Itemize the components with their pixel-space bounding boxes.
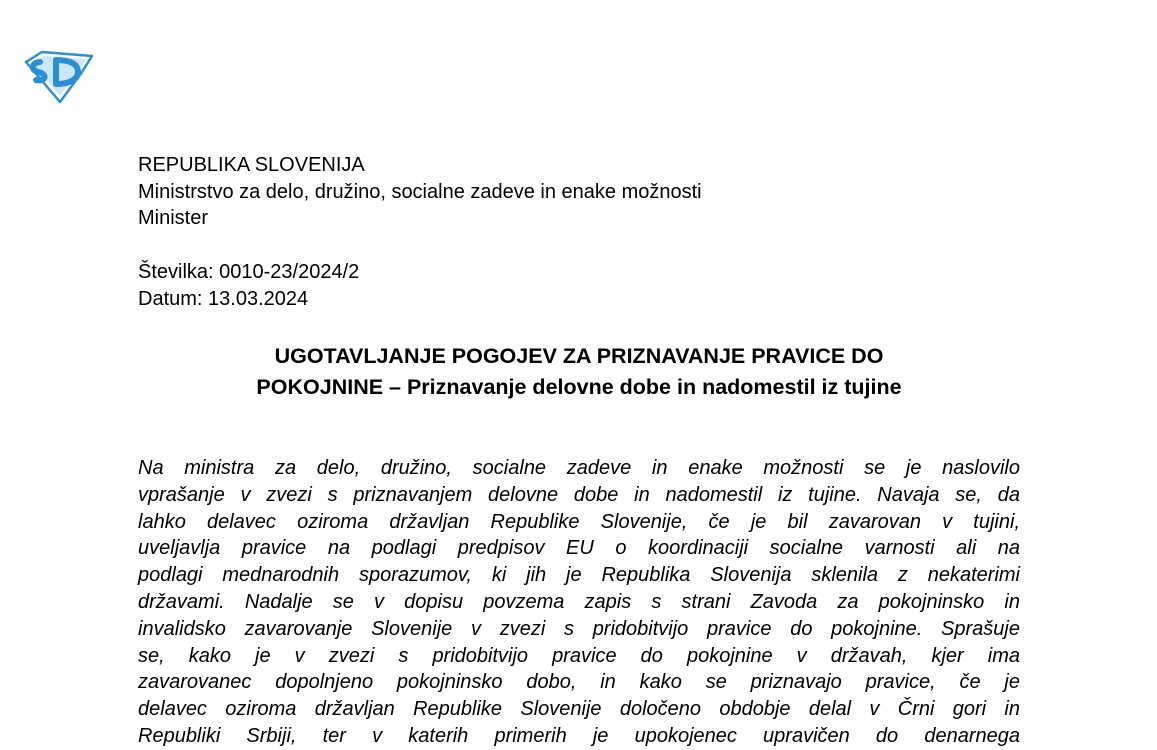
body-line: zavarovanec dopolnjeno pokojninsko dobo, in kako se priznavajo pravice, če je [138, 671, 1020, 694]
title-line-1: UGOTAVLJANJE POGOJEV ZA PRIZNAVANJE PRAVICE DO [274, 344, 884, 368]
body-line: Republiki Srbiji, ter v katerih primerih je upokojenec upravičen do denarnega [138, 724, 1020, 747]
body-line: lahko delavec oziroma državljan Republike Slovenije, če je bil zavarovan v tujini, [138, 510, 1020, 533]
header-country: REPUBLIKA SLOVENIJA [138, 154, 365, 176]
body-line: se, kako je v zvezi s pridobitvijo pravice do pokojnine v državah, kjer ima [138, 644, 1020, 667]
body-line: vprašanje v zvezi s priznavanjem delovne dobe in nadomestil iz tujine. Navaja se, da [138, 483, 1020, 506]
body-line: Na ministra za delo, družino, socialne zadeve in enake možnosti se je naslovilo [138, 457, 1020, 479]
body-line: uveljavlja pravice na podlagi predpisov EU o koordinaciji socialne varnosti ali na [138, 537, 1020, 560]
header-role: Minister [138, 207, 209, 229]
header-ministry: Ministrstvo za delo, družino, socialne zadeve in enake možnosti [138, 180, 702, 203]
body-line: invalidsko zavarovanje Slovenije v zvezi s pridobitvijo pravice do pokojnine. Sprašuje [138, 617, 1020, 640]
sd-party-logo-icon [22, 48, 96, 104]
body-line: državami. Nadalje se v dopisu povzema zapis s strani Zavoda za pokojninsko in [138, 590, 1020, 613]
document-meta [138, 259, 359, 312]
document-number: Številka: 0010-23/2024/2 [138, 261, 360, 283]
document-date: Datum: 13.03.2024 [138, 287, 309, 310]
body-line: delavec oziroma državljan Republike Slovenije določeno obdobje delal v Črni gori in [138, 698, 1020, 721]
body-paragraph [138, 455, 1020, 750]
body-line: podlagi mednarodnih sporazumov, ki jih je Republika Slovenija sklenila z nekaterimi [138, 564, 1020, 587]
institution-header [138, 152, 702, 232]
title-line-2: POKOJNINE – Priznavanje delovne dobe in nadomestil iz tujine [256, 375, 902, 399]
document-title [138, 341, 1020, 403]
